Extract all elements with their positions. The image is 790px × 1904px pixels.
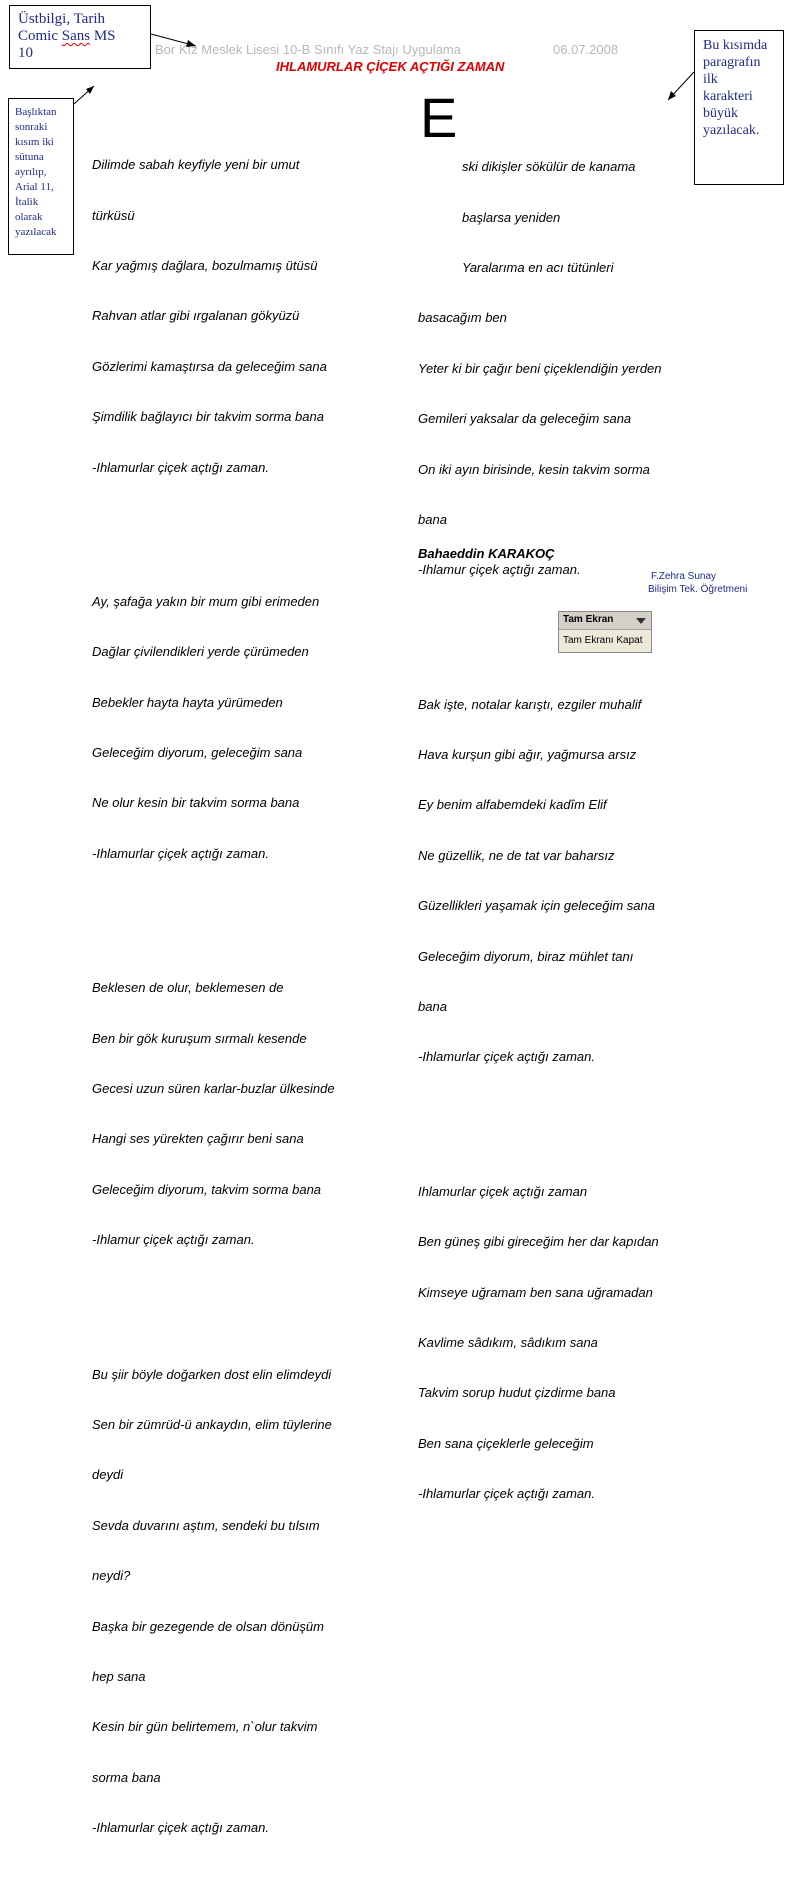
callout-line: olarak [15,211,43,223]
toolbar-titlebar[interactable] [559,612,651,630]
poem-line: Kesin bir gün belirtemem, n`olur takvim [92,1719,318,1735]
page-header-date: 06.07.2008 [553,42,619,57]
poem-line: bana [418,511,447,527]
poem-line: Şimdilik bağlayıcı bir takvim sorma bana [92,409,324,425]
poem-line: -Ihlamurlar çiçek açtığı zaman. [92,1820,270,1836]
poem-line: Geleceğim diyorum, takvim sorma bana [92,1181,322,1197]
callout-line: paragrafın [703,55,761,70]
poem-line: bana [418,999,447,1015]
column-format-callout [8,98,74,255]
callout-line: sonraki [15,121,48,133]
poem-line: Dağlar çivilendikleri yerde çürümeden [92,644,309,660]
callout-line: yazılacak. [703,123,760,138]
callout-line: karakteri [703,89,753,104]
poem-line: Ben sana çiçeklerle geleceğim [418,1435,594,1451]
dropdown-arrow-icon[interactable] [636,618,646,624]
poem-line: sorma bana [92,1769,161,1785]
callout-line: sütuna [15,151,44,163]
dropcap-format-callout [694,30,784,185]
callout-line: İtalik [15,196,39,208]
poem-line: basacağım ben [418,310,507,326]
poem-line: Ne olur kesin bir takvim sorma bana [92,795,300,811]
poem-line: neydi? [92,1568,131,1584]
poem-line: Güzellikleri yaşamak için geleceğim sana [418,898,655,914]
poem-stanza [418,663,662,1100]
callout-line: Başlıktan [15,106,57,118]
callout-line [18,28,142,45]
poem-right-column [418,86,662,1570]
callout-line: büyük [703,106,738,121]
poem-line: Ay, şafağa yakın bir mum gibi erimeden [92,593,320,609]
poem-line: -Ihlamurlar çiçek açtığı zaman. [418,1486,596,1502]
poem-left-column [92,90,335,1904]
poem-line: türküsü [92,207,135,223]
full-screen-toolbar[interactable] [558,611,652,653]
poem-line: -Ihlamur çiçek açtığı zaman. [418,562,581,578]
poem-line: ski dikişler sökülür de kanama [462,159,636,175]
poem-line: Ben bir gök kuruşum sırmalı kesende [92,1030,307,1046]
header-format-callout [9,5,151,69]
callout-text: Comic [18,28,62,44]
poem-line: -Ihlamur çiçek açtığı zaman. [92,1232,255,1248]
poem-line: Ihlamurlar çiçek açtığı zaman [418,1183,588,1199]
close-full-screen-button[interactable]: Tam Ekranı Kapat [563,635,643,646]
poem-line: Geleceğim diyorum, geleceğim sana [92,745,303,761]
poem-line: deydi [92,1467,124,1483]
drop-cap-letter: E [420,86,458,149]
poem-line: Bebekler hayta hayta yürümeden [92,694,283,710]
poem-line: Ne güzellik, ne de tat var baharsız [418,847,615,863]
callout-line: Bu kısımda [703,38,768,53]
poem-author: Bahaeddin KARAKOÇ [418,546,555,561]
callout-line: ilk [703,72,718,87]
poem-stanza [418,126,662,613]
poem-stanza [418,1150,662,1536]
callout-line: 10 [18,45,33,61]
teacher-name: F.Zehra Sunay [651,571,717,582]
poem-line: Bu şiir böyle doğarken dost elin elimdeydi [92,1366,332,1382]
poem-line: Beklesen de olur, beklemesen de [92,980,284,996]
teacher-role: Bilişim Tek. Öğretmeni [648,584,748,595]
toolbar-title: Tam Ekran [563,614,614,625]
poem-line: Sevda duvarını aştım, sendeki bu tılsım [92,1517,320,1533]
poem-line: başlarsa yeniden [462,209,561,225]
poem-line: Başka bir gezegende de olsan dönüşüm [92,1618,324,1634]
poem-stanza [92,1333,335,1871]
poem-line: -Ihlamurlar çiçek açtığı zaman. [92,845,270,861]
page-header-text: Bor Kız Meslek Lisesi 10-B Sınıfı Yaz Stajı Uygulama [155,42,461,57]
poem-line: Gemileri yaksalar da geleceğim sana [418,411,632,427]
poem-line: Rahvan atlar gibi ırgalanan gökyüzü [92,308,300,324]
poem-line: Kavlime sâdıkım, sâdıkım sana [418,1334,598,1350]
poem-line: Yaralarıma en acı tütünleri [462,259,614,275]
poem-line: Sen bir zümrüd-ü ankaydın, elim tüylerine [92,1416,332,1432]
poem-line: Gözlerimi kamaştırsa da geleceğim sana [92,358,327,374]
poem-line: Bak işte, notalar karıştı, ezgiler muhalif [418,696,642,712]
poem-line: Yeter ki bir çağır beni çiçeklendiğin yerden [418,360,662,376]
callout-line: Arial 11, [15,181,54,193]
poem-line: -Ihlamurlar çiçek açtığı zaman. [418,1049,596,1065]
poem-line: Dilimde sabah keyfiyle yeni bir umut [92,157,300,173]
callout-line: ayrılıp, [15,166,47,178]
poem-line: On iki ayın birisinde, kesin takvim sorma [418,461,650,477]
callout-line: Üstbilgi, Tarih [18,11,106,27]
poem-stanza [92,947,335,1283]
poem-line: -Ihlamurlar çiçek açtığı zaman. [92,459,270,475]
poem-line: hep sana [92,1668,146,1684]
callout-text: MS [90,28,116,44]
poem-stanza [92,124,335,510]
teacher-signature [648,570,747,596]
poem-stanza [92,560,335,896]
poem-line: Ben güneş gibi gireceğim her dar kapıdan [418,1234,659,1250]
poem-line: Takvim sorup hudut çizdirme bana [418,1385,616,1401]
poem-line: Kar yağmış dağlara, bozulmamış ütüsü [92,257,318,273]
poem-line: Gecesi uzun süren karlar-buzlar ülkesinde [92,1081,335,1097]
poem-title: IHLAMURLAR ÇİÇEK AÇTIĞI ZAMAN [276,59,505,74]
callout-text: Sans [61,28,91,44]
callout-line: yazılacak [15,226,57,238]
callout-line: kısım iki [15,136,54,148]
poem-line: Hava kurşun gibi ağır, yağmursa arsız [418,747,637,763]
poem-line: Hangi ses yürekten çağırır beni sana [92,1131,304,1147]
poem-line: Kimseye uğramam ben sana uğramadan [418,1284,653,1300]
poem-line: Ey benim alfabemdeki kadîm Elif [418,797,607,813]
poem-line: Geleceğim diyorum, biraz mühlet tanı [418,948,634,964]
